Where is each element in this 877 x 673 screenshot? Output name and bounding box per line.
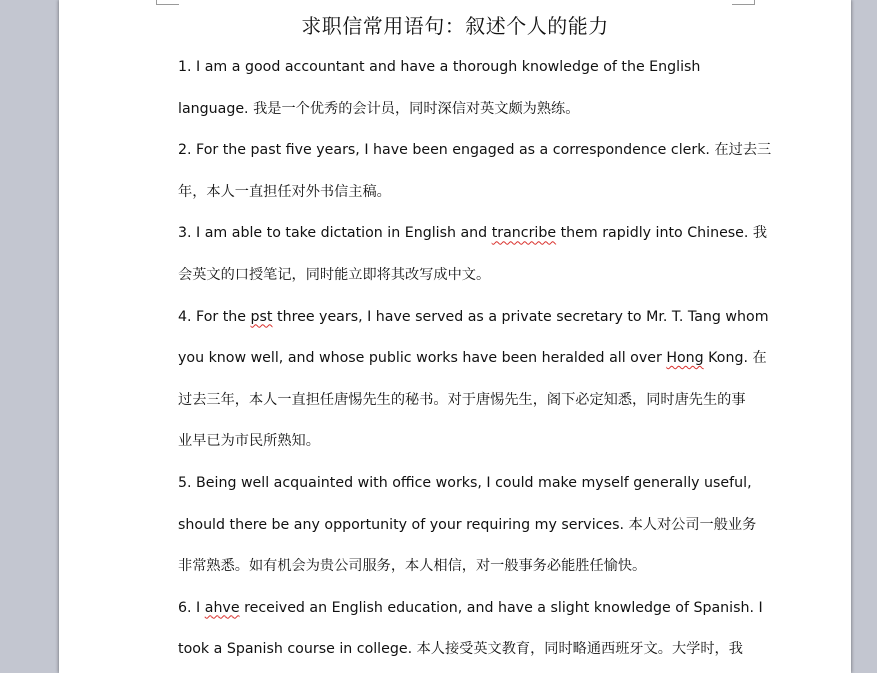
text-line[interactable]: 4. For the pst three years, I have served as a private secretary to Mr. T. Tang whom (178, 308, 769, 325)
text-line[interactable]: 会英文的口授笔记，同时能立即将其改写成中文。 (178, 266, 491, 283)
page-corner-mark-left (156, 0, 179, 5)
text-line[interactable]: 年，本人一直担任对外书信主稿。 (178, 183, 391, 200)
page-corner-mark-right (732, 0, 755, 5)
text-line[interactable]: took a Spanish course in college. 本人接受英文教育，同时略通西班牙文。大学时，我 (178, 641, 743, 658)
document-page[interactable] (59, 0, 851, 673)
spellcheck-flagged-word[interactable]: pst (250, 308, 273, 325)
spellcheck-flagged-word[interactable]: Hong (666, 350, 704, 367)
document-body[interactable] (178, 50, 772, 673)
text-line[interactable]: should there be any opportunity of your requiring my services. 本人对公司一般业务 (178, 516, 757, 533)
text-line[interactable]: 5. Being well acquainted with office works, I could make myself generally useful, (178, 474, 752, 491)
spellcheck-flagged-word[interactable]: ahve (204, 599, 240, 616)
text-line[interactable]: you know well, and whose public works have been heralded all over Hong Kong. 在 (178, 350, 767, 367)
text-line[interactable]: 业早已为市民所熟知。 (178, 433, 320, 450)
text-line[interactable]: language. 我是一个优秀的会计员，同时深信对英文颇为熟练。 (178, 100, 580, 117)
text-line[interactable]: 非常熟悉。如有机会为贵公司服务，本人相信，对一般事务必能胜任愉快。 (178, 558, 647, 575)
text-line[interactable]: 过去三年，本人一直担任唐惕先生的秘书。对于唐惕先生，阁下必定知悉，同时唐先生的事 (178, 391, 746, 408)
document-title[interactable]: 求职信常用语句：叙述个人的能力 (301, 14, 609, 38)
spellcheck-flagged-word[interactable]: trancribe (491, 225, 557, 242)
text-line[interactable]: 2. For the past five years, I have been engaged as a correspondence clerk. 在过去三 (178, 142, 772, 159)
text-line[interactable]: 3. I am able to take dictation in English and trancribe them rapidly into Chinese. 我 (178, 225, 768, 242)
text-line[interactable]: 6. I ahve received an English education, and have a slight knowledge of Spanish. I (178, 599, 763, 616)
text-line[interactable]: 1. I am a good accountant and have a thorough knowledge of the English (178, 59, 701, 75)
